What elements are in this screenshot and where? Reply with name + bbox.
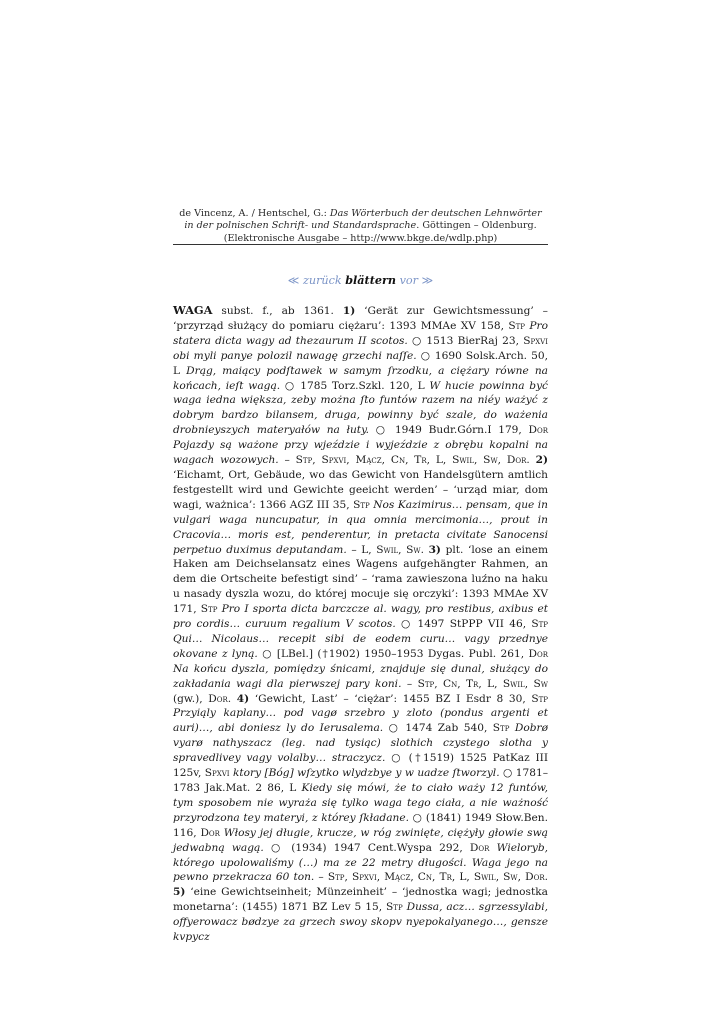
quotation: Pojazdy są ważone przy wjeździe i wyjeździe z obrębu kopalni na wagach wozowych. [173, 439, 548, 467]
source-abbrev: Dor [469, 841, 490, 854]
source-abbrev: Stp [531, 618, 548, 631]
entry-text: . [544, 871, 548, 884]
entry-text: – [401, 677, 418, 690]
sense-number: 1) [342, 305, 356, 317]
quotation: Dussa, acz… sgrzessylabi, offyerowacz bødzye za grzech swoy skopv nyepokalyanego…, gensze kvpycz [173, 901, 549, 944]
sense-number: 4) [236, 692, 250, 705]
quotation: Dobrø vyarø nathyszacz (leg. nad tysiąc) slothich czystego slotha y spravedlivey vagy volalby… straczycz. [173, 722, 548, 765]
header-rule [173, 244, 548, 245]
entry-text: ‘eine Gewichtseinheit; Münzeinheit’ – ‘jednostka wagi; jednostka monetarna’: (1455) 1871 BZ Lev 5 15, [173, 886, 548, 914]
entry-text: ‘Gewicht, Last’ – ‘ciężar’: 1455 BZ I Esdr 8 30, [249, 692, 532, 705]
entry-text: – L, [346, 543, 377, 556]
entry-text: . [526, 454, 536, 467]
entry-text: ○ 1785 Torz.Szkl. 120, L [280, 379, 430, 392]
quotation: Drąg, maiący podſtawek w samym ſrzodku, a ciężary równe na końcach, ieſt wagą. [173, 364, 548, 392]
entry-headword: WAGA [173, 303, 213, 317]
citation-header [173, 208, 548, 245]
entry-text: plt. ‘lose an einem Haken am Deichselansatz eines Wagens aufgehängter Rahmen, an dem die Ortscheite befestigt sind’ – ‘rama zawieszona luźno na haku u nasady dyszla wozu, do której mocuje się orczyki’: 1393 MMAe XV 171, [173, 543, 548, 616]
entry-text: . [227, 692, 237, 705]
dictionary-entry [173, 303, 548, 945]
entry-text: subst. f., ab 1361. [212, 305, 343, 317]
quotation: Wieloryb, którego upolowaliśmy (…) ma ze 22 metry długości. Waga jego na pewno przekracza 60 ton. [173, 841, 548, 884]
entry-text: ○ (†1519) 1525 PatKaz III 125v, [173, 752, 549, 780]
entry-text: ○ 1513 BierRaj 23, [407, 334, 524, 347]
source-abbrev: Dor [528, 424, 548, 437]
quotation: W hucie powinna być waga iedna większa, zeby można ſto funtów razem na niéy ważyć z dobrym bardzo bilansem, druga, powinny być szale, do ważenia drobnieyszych materyałów na łuty. [173, 379, 548, 437]
nav-back-link[interactable]: zurück [302, 274, 342, 287]
citation-title: Das Wörterbuch der deutschen Lehnwörter [329, 208, 542, 219]
entry-text: – [278, 454, 296, 467]
quotation: Pro I sporta dicta barczcze al. wagy, pro restibus, axibus et pro cordis… curuum regalium V scotos. [173, 603, 548, 631]
source-abbrev: Stp [386, 901, 403, 914]
source-abbrev: Stp [200, 603, 218, 616]
source-abbrev: Dor [208, 692, 228, 705]
entry-text: ○ 1690 Solsk.Arch. 50, L [173, 349, 548, 377]
entry-text: ○ (1841) 1949 Słow.Ben. 116, [173, 811, 548, 839]
entry-text: ○ 1949 Budr.Górn.I 179, [369, 424, 529, 437]
sense-number: 5) [173, 886, 186, 899]
source-abbrev: Dor [200, 826, 220, 839]
nav-browse-label: blättern [345, 273, 397, 287]
quotation: Qui… Nicolaus… recepit sibi de eodem curu… vagy przednye okovane z lyną. [173, 632, 548, 660]
forward-arrows-icon: ≫ [421, 274, 434, 287]
nav-forward-link[interactable]: vor [399, 274, 419, 287]
quotation: Włosy jej długie, krucze, w róg zwinięte, ciężyły głowie swą jedwabną wagą. [173, 826, 548, 854]
entry-text: ○ 1781–1783 Jak.Mat. 2 86, L [173, 767, 548, 794]
quotation: Kiedy się mówi, że to ciało waży 12 funtów, tym sposobem nie wyraża się tylko waga tego ciała, a nie ważność przyrodzona tey materyi, z którey ſkładane. [173, 782, 548, 824]
source-abbrev: Spxvi [523, 334, 549, 347]
back-arrows-icon: ≪ [287, 274, 300, 287]
entry-text: . [420, 543, 429, 556]
quotation: obi myli panye polozil nawagę grzechi naſſe. [173, 349, 417, 362]
entry-text: ○ 1474 Zab 540, [383, 722, 493, 735]
page-navigation [173, 273, 548, 288]
source-abbrev: Stp, Cn, Tr, L, Swil, Sw [417, 677, 548, 690]
source-abbrev: Stp [508, 319, 525, 332]
entry-text: ○ (1934) 1947 Cent.Wyspa 292, [263, 841, 470, 854]
citation-line-2 [173, 220, 548, 232]
sense-number: 3) [428, 543, 441, 556]
entry-text: ‘Gerät zur Gewichtsmessung’ – ‘przyrząd służący do pomiaru ciężaru’: 1393 MMAe XV 158, [173, 305, 548, 332]
citation-title-cont: in der polnischen Schrift- und Standardsprache [184, 220, 417, 232]
entry-text: ○ 1497 StPPP VII 46, [395, 618, 532, 631]
quotation: Przyiąly kaplany… pod vagø srzebro y zloto (pondus argenti et auri)…, abi doniesz ly do Ierusalema. [173, 707, 548, 735]
source-abbrev: Stp [353, 498, 370, 511]
citation-line-1 [173, 208, 548, 220]
sense-number: 2) [535, 454, 548, 467]
quotation: ktory [Bóg] wſzytko wlydzbye y w uadze ſtworzyl. [232, 767, 500, 780]
citation-publisher: . Göttingen – Oldenburg. [416, 220, 537, 232]
quotation: Nos Kazimirus… pensam, que in vulgari waga nuncupatur, in qua omnia mercimonia…, prout in Cracovia… moris est, penderentur, in pretacta civitate Sanocensi perpetuo duximus deputandam. [173, 498, 548, 556]
entry-body [173, 305, 548, 943]
source-abbrev: Stp [531, 692, 548, 705]
entry-text: ○ [LBel.] (†1902) 1950–1953 Dygas. Publ. 261, [257, 647, 529, 660]
source-abbrev: Stp, Spxvi, Mącz, Cn, Tr, L, Swil, Sw, Dor [327, 871, 545, 884]
quotation: Pro statera dicta wagy ad thezaurum II scotos. [173, 319, 548, 347]
entry-text: (gw.), [173, 692, 209, 705]
entry-text [489, 842, 496, 854]
source-abbrev: Spxvi [204, 767, 230, 780]
citation-url-line: (Elektronische Ausgabe – http://www.bkge.de/wdlp.php) [223, 232, 498, 244]
quotation: Na końcu dyszla, pomiędzy śnicami, znajduje się dunal, służący do zakładania wagi dla pierwszej pary koni. [173, 662, 548, 690]
source-abbrev: Stp, Spxvi, Mącz, Cn, Tr, L, Swil, Sw, Dor [295, 454, 527, 467]
entry-text: ‘Eichamt, Ort, Gebäude, wo das Gewicht von Handelsgütern amtlich festgestellt wird und Gewichte geeicht werden’ – ‘urząd miar, dom wagi, ważnica’: 1366 AGZ III 35, [173, 468, 548, 511]
citation-authors: de Vincenz, A. / Hentschel, G.: [179, 208, 330, 219]
source-abbrev: Stp [492, 722, 510, 735]
source-abbrev: Swil, Sw [376, 543, 421, 556]
entry-text: – [314, 871, 328, 884]
source-abbrev: Dor [528, 647, 549, 660]
